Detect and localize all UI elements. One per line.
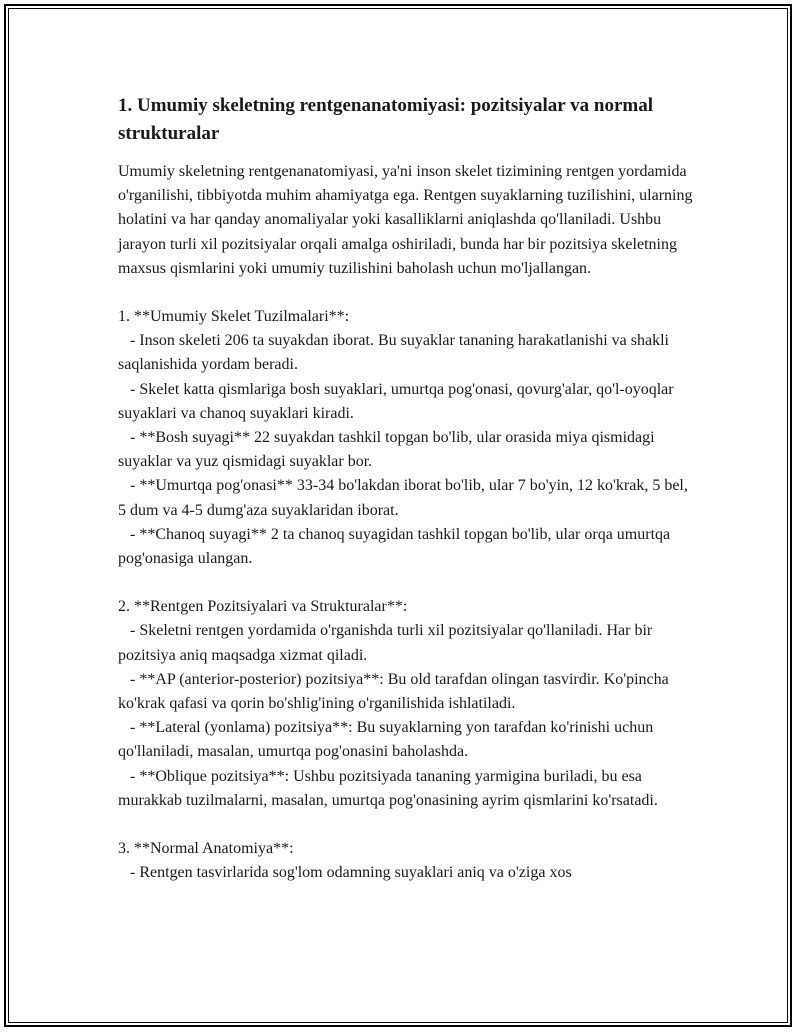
list-item: - **Bosh suyagi** 22 suyakdan tashkil topgan bo'lib, ular orasida miya qismidagi suyaklar va yuz qismidagi suyaklar bor. — [118, 429, 655, 471]
section-heading: 3. **Normal Anatomiya**: — [118, 840, 294, 858]
list-item: - **Oblique pozitsiya**: Ushbu pozitsiyada tananing yarmigina buriladi, bu esa murakkab tuzilmalarni, masalan, umurtqa pog'onasining ayrim qismlarini ko'rsatadi. — [118, 767, 658, 809]
section-heading: 2. **Rentgen Pozitsiyalari va Strukturalar**: — [118, 598, 408, 616]
section-skeleton-structures — [118, 305, 698, 571]
document-title: 1. Umumiy skeletning rentgenanatomiyasi: pozitsiyalar va normal strukturalar — [118, 95, 653, 144]
list-item: - Skelet katta qismlariga bosh suyaklari, umurtqa pog'onasi, qovurg'alar, qo'l-oyoqlar suyaklari va chanoq suyaklari kiradi. — [118, 380, 674, 422]
section-normal-anatomy — [118, 837, 698, 885]
list-item: - **Lateral (yonlama) pozitsiya**: Bu suyaklarning yon tarafdan ko'rinishi uchun qo'llaniladi, masalan, umurtqa pog'onasini baholashda. — [118, 719, 654, 761]
section-xray-positions — [118, 595, 698, 813]
list-item: - Inson skeleti 206 ta suyakdan iborat. Bu suyaklar tananing harakatlanishi va shakli saqlanishida yordam beradi. — [118, 332, 669, 374]
intro-paragraph: Umumiy skeletning rentgenanatomiyasi, ya'ni inson skelet tizimining rentgen yordamida o'rganilishi, tibbiyotda muhim ahamiyatga ega. Rentgen suyaklarning tuzilishini, ularning holatini va har qanday anomaliyalar yoki kasalliklarni aniqlashda qo'llaniladi. Ushbu jarayon turli xil pozitsiyalar orqali amalga oshiriladi, bunda har bir pozitsiya skeletning maxsus qismlarini yoki umumiy tuzilishini baholash uchun mo'ljallangan. — [118, 163, 693, 277]
list-item: - Rentgen tasvirlarida sog'lom odamning suyaklari aniq va o'ziga xos — [130, 864, 572, 882]
list-item: - Skeletni rentgen yordamida o'rganishda turli xil pozitsiyalar qo'llaniladi. Har bir pozitsiya aniq maqsadga xizmat qiladi. — [118, 622, 653, 664]
list-item: - **Chanoq suyagi** 2 ta chanoq suyagidan tashkil topgan bo'lib, ular orqa umurtqa pog'onasiga ulangan. — [118, 525, 671, 568]
section-heading: 1. **Umumiy Skelet Tuzilmalari**: — [118, 308, 350, 326]
list-item: - **AP (anterior-posterior) pozitsiya**: Bu old tarafdan olingan tasvirdir. Ko'pincha ko'krak qafasi va qorin bo'shlig'ining o'rganilishida ishlatiladi. — [118, 670, 669, 713]
list-item: - **Umurtqa pog'onasi** 33-34 bo'lakdan iborat bo'lib, ular 7 bo'yin, 12 ko'krak, 5 bel, 5 dum va 4-5 dumg'aza suyaklaridan iborat. — [118, 477, 688, 519]
document-body — [118, 92, 698, 885]
